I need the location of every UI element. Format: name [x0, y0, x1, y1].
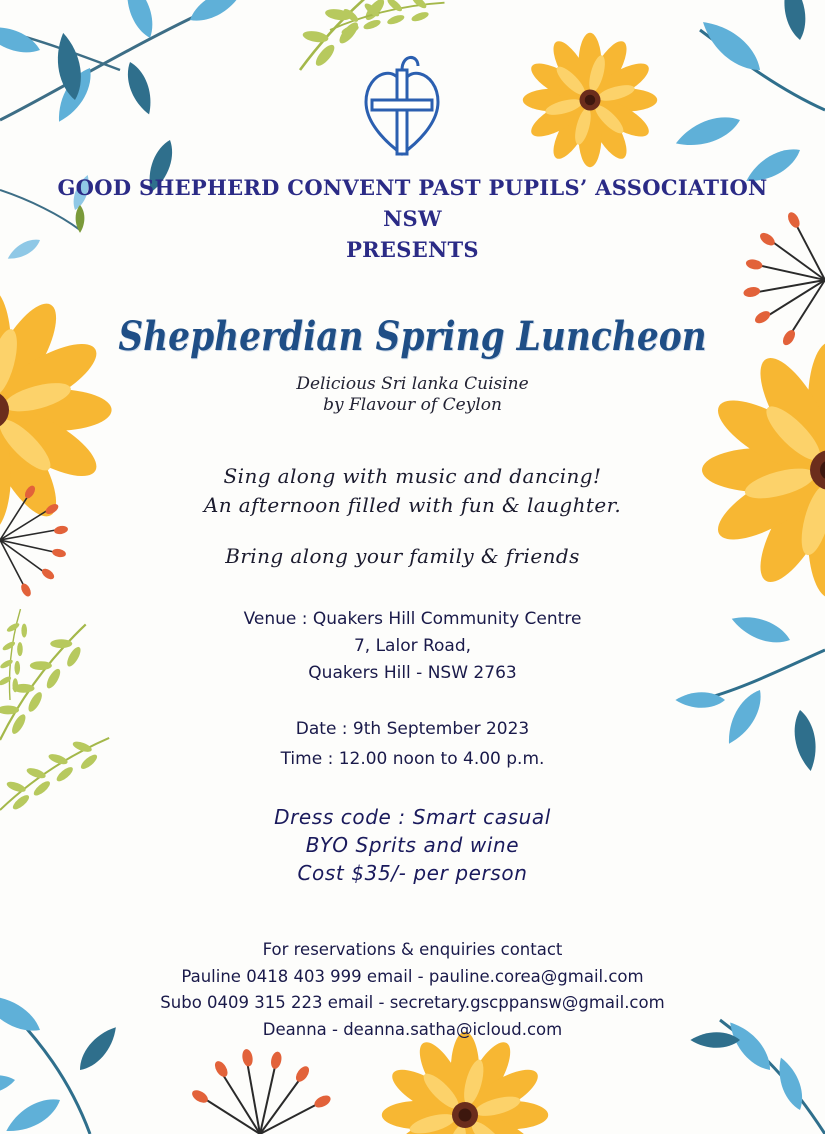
entertainment-text: [0, 462, 825, 520]
event-time: Time : 12.00 noon to 4.00 p.m.: [280, 749, 545, 769]
venue-suburb: Quakers Hill - NSW 2763: [308, 663, 517, 683]
venue-block: [0, 606, 825, 687]
event-date: Date : 9th September 2023: [295, 719, 530, 739]
contact-block: [0, 937, 825, 1043]
contact-heading: For reservations & enquiries contact: [262, 940, 563, 959]
cuisine-line: Delicious Sri lanka Cuisine: [296, 374, 529, 394]
fun-line: Sing along with music and dancing!: [223, 464, 602, 488]
venue-street: 7, Lalor Road,: [353, 636, 472, 656]
blue-leaf-branch-icon: [672, 0, 825, 189]
venue-name: Venue : Quakers Hill Community Centre: [243, 609, 582, 629]
orange-berry-sprig-icon: [190, 1048, 333, 1134]
cost-line: Cost $35/- per person: [297, 861, 528, 885]
event-title: Shepherdian Spring Luncheon: [118, 313, 707, 360]
org-line: GOOD SHEPHERD CONVENT PAST PUPILS’ ASSOCIATION: [57, 175, 768, 200]
dress-code: Dress code : Smart casual: [274, 805, 551, 829]
details-block: [0, 803, 825, 887]
yellow-flower-icon: [382, 1032, 548, 1134]
green-fern-sprig-icon: [275, 0, 449, 75]
cuisine-text: [0, 374, 825, 416]
fun-line: An afternoon filled with fun & laughter.: [203, 493, 622, 517]
bring-family-text: Bring along your family & friends: [225, 544, 580, 568]
presents-line: PRESENTS: [346, 237, 479, 262]
byo-line: BYO Sprits and wine: [305, 833, 520, 857]
contact-line-deanna: Deanna - deanna.satha@icloud.com: [262, 1019, 563, 1039]
caterer-line: by Flavour of Ceylon: [323, 395, 502, 415]
schedule-block: [0, 716, 825, 773]
org-line: NSW: [383, 206, 442, 231]
contact-line-subo: Subo 0409 315 223 email - secretary.gscppansw@gmail.com: [160, 993, 665, 1012]
yellow-flower-icon: [523, 33, 657, 167]
contact-line-pauline: Pauline 0418 403 999 email - pauline.corea@gmail.com: [181, 966, 644, 986]
organisation-heading: [0, 174, 825, 263]
shepherd-cross-logo-icon: [366, 57, 438, 154]
